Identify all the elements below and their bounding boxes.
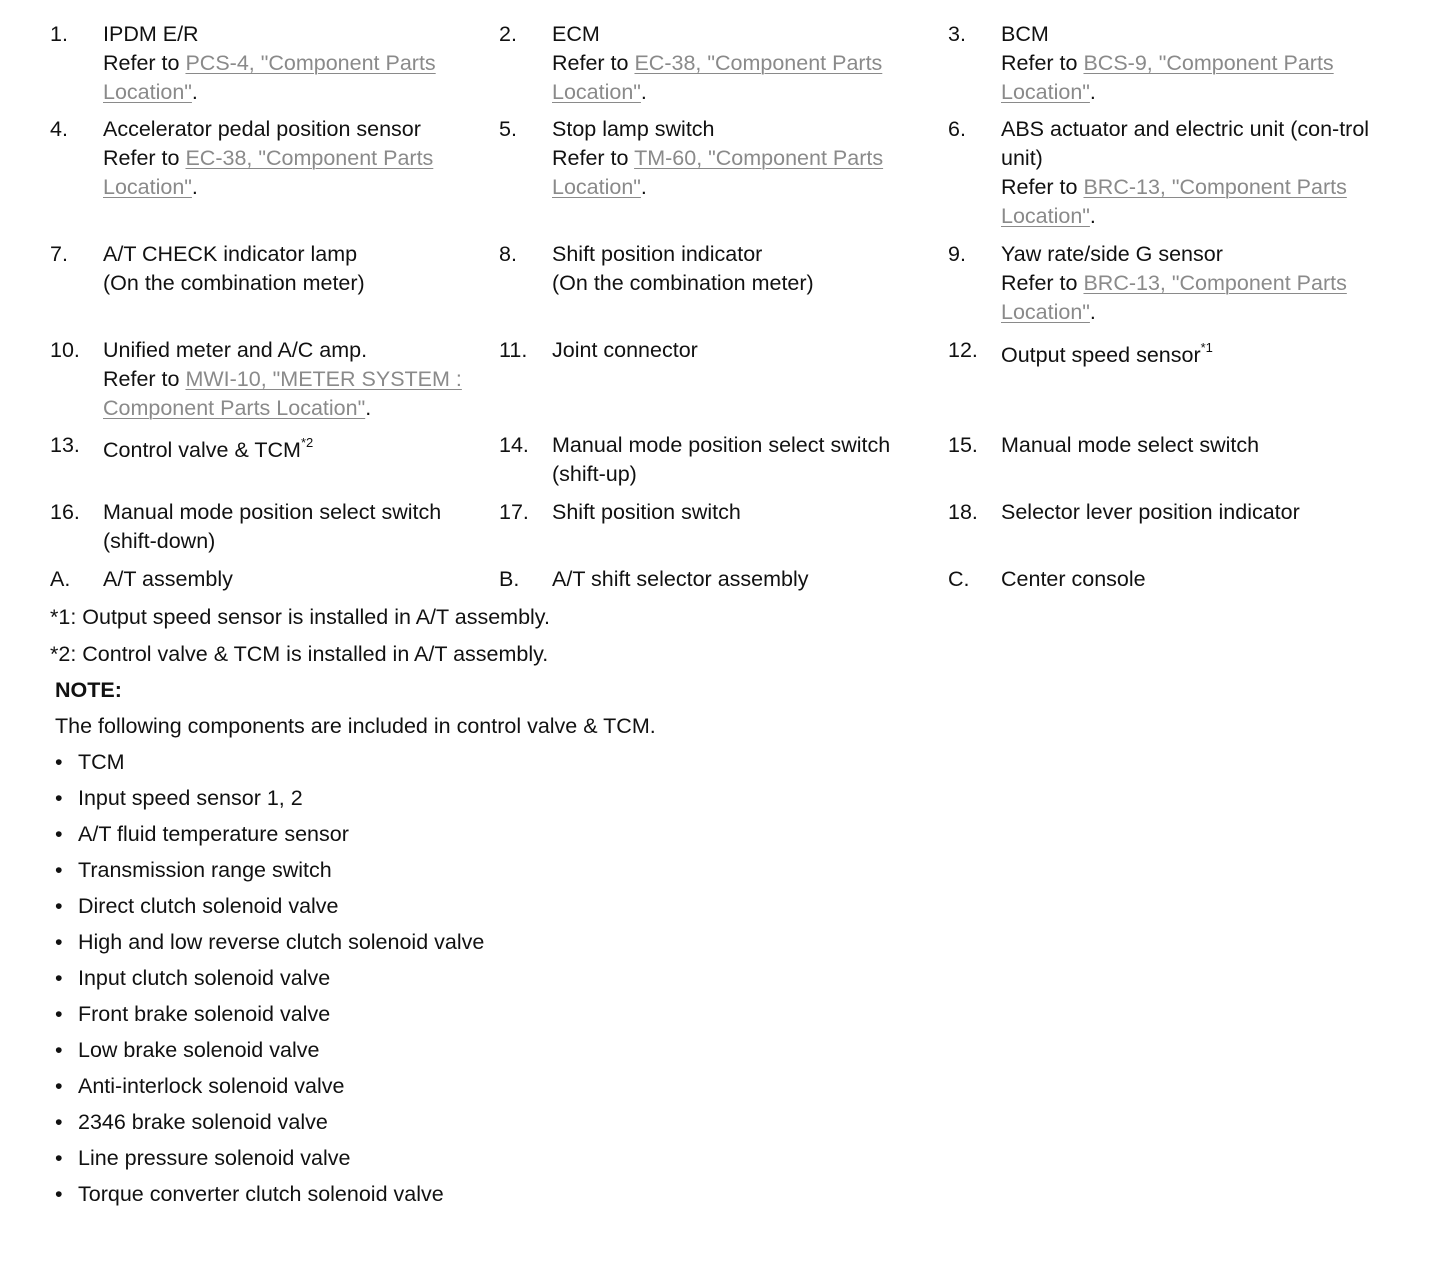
item-name: Selector lever position indicator [1001, 500, 1300, 524]
legend-item [948, 336, 1398, 431]
list-item [55, 744, 656, 780]
legend-item [499, 115, 948, 240]
ref-suffix: . [640, 80, 647, 104]
legend-item [948, 240, 1398, 336]
list-item [55, 888, 656, 924]
list-item [55, 780, 656, 816]
reference-link[interactable]: EC-38, "Component Parts Location" [103, 146, 434, 199]
list-item-text: TCM [78, 750, 125, 774]
item-number: 9. [948, 242, 966, 266]
bullet-icon: • [55, 1074, 63, 1098]
item-number: C. [948, 567, 970, 591]
ref-prefix: Refer to [552, 146, 629, 170]
item-name: Shift position indicator [552, 242, 763, 266]
item-name: Manual mode position select switch [103, 500, 442, 524]
legend-item [50, 565, 499, 602]
ref-prefix: Refer to [103, 51, 180, 75]
ref-prefix: Refer to [1001, 271, 1078, 295]
list-item [55, 1068, 656, 1104]
item-subtext: (On the combination meter) [552, 271, 814, 295]
item-subtext: (shift-up) [552, 462, 637, 486]
ref-prefix: Refer to [103, 367, 180, 391]
item-name: Accelerator pedal position sensor [103, 117, 421, 141]
legend-item [50, 431, 499, 498]
item-number: 14. [499, 433, 529, 457]
reference-link[interactable]: BCS-9, "Component Parts Location" [1001, 51, 1334, 104]
list-item [55, 816, 656, 852]
item-number: 11. [499, 338, 528, 362]
legend-item [499, 565, 948, 602]
item-name: Manual mode position select switch [552, 433, 891, 457]
item-name: ECM [552, 22, 600, 46]
list-item-text: Front brake solenoid valve [78, 1002, 331, 1026]
ref-suffix: . [640, 175, 647, 199]
item-name: A/T CHECK indicator lamp [103, 242, 358, 266]
note-intro: The following components are included in control valve & TCM. [55, 714, 656, 738]
list-item [55, 852, 656, 888]
list-item-text: Input speed sensor 1, 2 [78, 786, 303, 810]
item-subtext: (On the combination meter) [103, 271, 365, 295]
ref-prefix: Refer to [1001, 51, 1078, 75]
list-item-text: Low brake solenoid valve [78, 1038, 320, 1062]
bullet-icon: • [55, 894, 63, 918]
item-number: 8. [499, 242, 517, 266]
item-name: ABS actuator and electric unit (con-trol unit) [1001, 117, 1370, 170]
legend-row [50, 336, 1440, 431]
list-item-text: Input clutch solenoid valve [78, 966, 331, 990]
reference-link[interactable]: BRC-13, "Component Parts Location" [1001, 271, 1347, 324]
item-name: Output speed sensor [1001, 343, 1201, 367]
item-number: 15. [948, 433, 978, 457]
legend-item [499, 498, 948, 565]
list-item [55, 1032, 656, 1068]
bullet-icon: • [55, 966, 63, 990]
ref-suffix: . [1089, 300, 1096, 324]
bullet-icon: • [55, 786, 63, 810]
item-number: 18. [948, 500, 978, 524]
list-item [55, 996, 656, 1032]
list-item-text: 2346 brake solenoid valve [78, 1110, 328, 1134]
bullet-icon: • [55, 1038, 63, 1062]
item-name: A/T shift selector assembly [552, 567, 809, 591]
ref-prefix: Refer to [1001, 175, 1078, 199]
footnote-marker: *2 [300, 434, 314, 450]
list-item [55, 924, 656, 960]
legend-item [499, 240, 948, 336]
item-name: Joint connector [552, 338, 698, 362]
legend-item [948, 565, 1398, 602]
list-item [55, 960, 656, 996]
list-item-text: High and low reverse clutch solenoid valve [78, 930, 485, 954]
ref-prefix: Refer to [103, 146, 180, 170]
bullet-icon: • [55, 1182, 63, 1206]
ref-suffix: . [191, 80, 198, 104]
item-name: BCM [1001, 22, 1049, 46]
legend-row [50, 498, 1440, 565]
reference-link[interactable]: TM-60, "Component Parts Location" [552, 146, 884, 199]
item-name: Control valve & TCM [103, 438, 301, 462]
included-components-list [55, 744, 656, 1212]
item-name: Stop lamp switch [552, 117, 715, 141]
bullet-icon: • [55, 750, 63, 774]
legend-item [50, 240, 499, 336]
list-item-text: Transmission range switch [78, 858, 332, 882]
ref-suffix: . [1089, 80, 1096, 104]
list-item [55, 1140, 656, 1176]
bullet-icon: • [55, 1110, 63, 1134]
bullet-icon: • [55, 822, 63, 846]
item-name: Center console [1001, 567, 1146, 591]
item-number: 4. [50, 117, 68, 141]
bullet-icon: • [55, 1146, 63, 1170]
item-name: A/T assembly [103, 567, 233, 591]
reference-link[interactable]: BRC-13, "Component Parts Location" [1001, 175, 1347, 228]
ref-suffix: . [1089, 204, 1096, 228]
legend-item [948, 498, 1398, 565]
legend-item [948, 20, 1398, 115]
component-legend [50, 20, 1440, 602]
legend-row [50, 20, 1440, 115]
legend-item [499, 20, 948, 115]
legend-item [50, 115, 499, 240]
legend-item [50, 20, 499, 115]
bullet-icon: • [55, 1002, 63, 1026]
item-name: Shift position switch [552, 500, 741, 524]
footnote: *1: Output speed sensor is installed in A/T assembly. [50, 605, 550, 629]
item-number: 12. [948, 338, 978, 362]
item-number: 13. [50, 433, 80, 457]
list-item [55, 1176, 656, 1212]
list-item-text: Torque converter clutch solenoid valve [78, 1182, 444, 1206]
item-number: 7. [50, 242, 68, 266]
legend-row [50, 240, 1440, 336]
item-number: B. [499, 567, 520, 591]
list-item-text: Line pressure solenoid valve [78, 1146, 351, 1170]
item-name: Yaw rate/side G sensor [1001, 242, 1223, 266]
legend-item [948, 115, 1398, 240]
item-number: 16. [50, 500, 80, 524]
item-number: 1. [50, 22, 68, 46]
legend-row [50, 115, 1440, 240]
list-item [55, 1104, 656, 1140]
ref-suffix: . [365, 396, 372, 420]
item-number: 17. [499, 500, 529, 524]
legend-item [948, 431, 1398, 498]
ref-prefix: Refer to [552, 51, 629, 75]
footnote: *2: Control valve & TCM is installed in A/T assembly. [50, 642, 549, 666]
item-number: 2. [499, 22, 517, 46]
bullet-icon: • [55, 930, 63, 954]
legend-item [50, 498, 499, 565]
item-number: 10. [50, 338, 80, 362]
reference-link[interactable]: PCS-4, "Component Parts Location" [103, 51, 436, 104]
legend-item [50, 336, 499, 431]
item-number: A. [50, 567, 71, 591]
item-number: 5. [499, 117, 517, 141]
note-section [55, 672, 656, 1212]
footnote-marker: *1 [1200, 339, 1213, 355]
item-number: 3. [948, 22, 966, 46]
legend-row [50, 431, 1440, 498]
legend-item [499, 336, 948, 431]
reference-link[interactable]: EC-38, "Component Parts Location" [552, 51, 883, 104]
list-item-text: A/T fluid temperature sensor [78, 822, 349, 846]
list-item-text: Anti-interlock solenoid valve [78, 1074, 345, 1098]
list-item-text: Direct clutch solenoid valve [78, 894, 339, 918]
legend-row [50, 565, 1440, 602]
bullet-icon: • [55, 858, 63, 882]
item-number: 6. [948, 117, 966, 141]
item-name: Manual mode select switch [1001, 433, 1260, 457]
legend-item [499, 431, 948, 498]
ref-suffix: . [191, 175, 198, 199]
item-name: IPDM E/R [103, 22, 199, 46]
item-subtext: (shift-down) [103, 529, 216, 553]
reference-link[interactable]: MWI-10, "METER SYSTEM : Component Parts Location" [103, 367, 462, 420]
note-title: NOTE: [55, 678, 122, 702]
item-name: Unified meter and A/C amp. [103, 338, 368, 362]
